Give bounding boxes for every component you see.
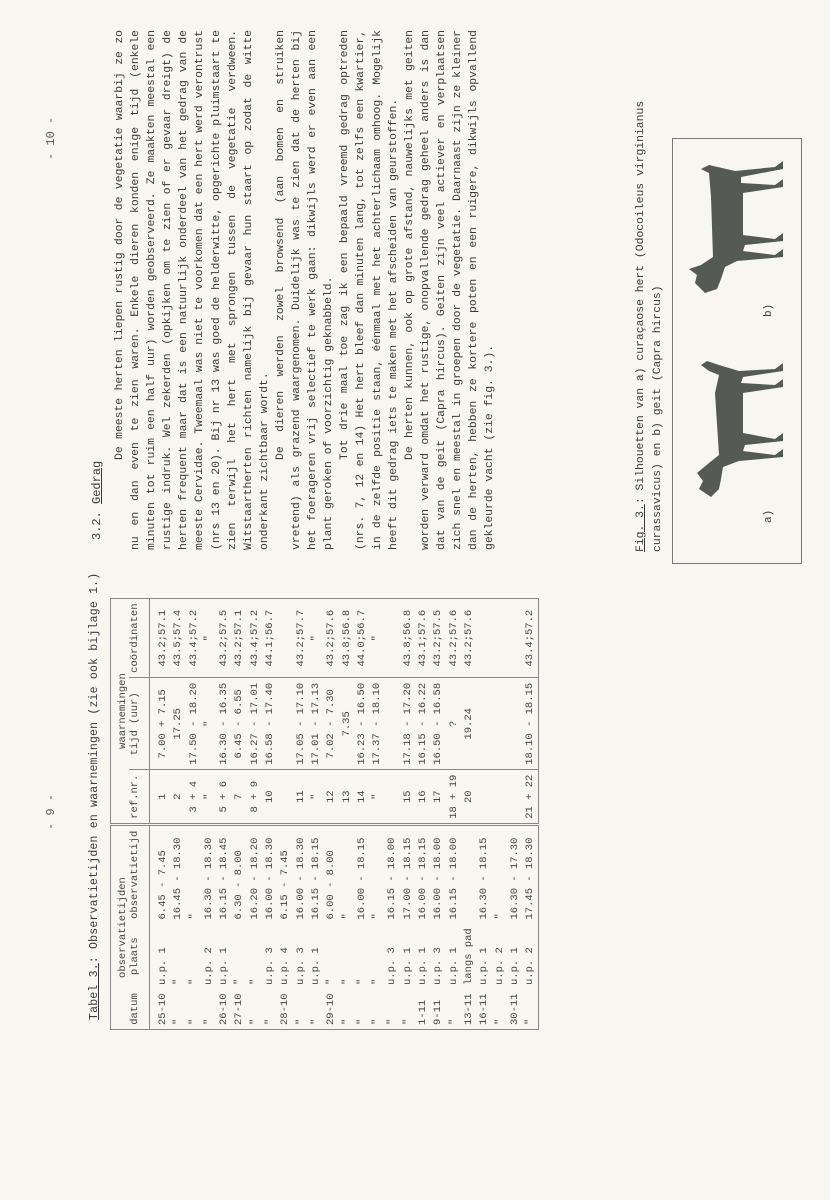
table-cell: 16.27 - 17.01	[248, 678, 263, 770]
table-cell: "	[248, 1018, 261, 1025]
paragraph: De meeste herten liepen rustig door de vegetatie waarbij ze zo nu en dan even te zien waren. Enkele dieren konden enige tijd (enkele minuten tot ruim een half uur) worden geobserveerd. Ze maakten meestal een rustige indruk. Wel zekerden (opkijken om te zien of er gevaar dreigt) de herten frequent maar dat is een natuurlijk onderdeel van het gedrag van de meeste Cervidae. Tweemaal was niet te voorkomen dat een hert werd verontrust (nrs 13 en 20). Bij nr 13 was goed de helderwitte, opgerichte pluimstaart te zien terwijl het hert met sprongen tussen de vegetatie verdween. Witstaartherten richten namelijk bij gevaar hun staart op zodat de witte onderkant zichtbaar wordt.	[114, 30, 271, 550]
table-cell: ?	[447, 678, 462, 770]
page-number-left: - 9 -	[44, 793, 58, 830]
table-cell: "	[248, 978, 261, 985]
table-caption-text: : Observatietijden en waarnemingen (zie ook bijlage 1.)	[88, 572, 101, 964]
table-cell: 16.15 - 16.22	[416, 678, 431, 770]
table-cell: u.p. 1	[218, 947, 231, 985]
group-header-waarnemingen: waarnemingen	[117, 673, 129, 749]
table-cell: 43.2;57.6	[325, 609, 338, 667]
table-cell: "	[309, 635, 322, 642]
table-cell: 9-11	[432, 999, 445, 1025]
table-row	[340, 599, 355, 1030]
table-cell: 15	[401, 770, 416, 825]
table-row	[523, 599, 539, 1030]
table-cell: 16.15 - 18.45	[217, 825, 232, 924]
table-cell: "	[325, 978, 338, 985]
table-caption	[88, 573, 101, 1020]
table-row	[248, 599, 263, 1030]
col-header: plaats	[129, 924, 150, 990]
goat-silhouette-icon	[679, 151, 789, 301]
table-row	[493, 599, 508, 1030]
table-cell: 16.30 - 18.30	[202, 825, 217, 924]
table-cell: 43.8;56.8	[401, 609, 414, 667]
table-cell: 17.01 - 17.13	[309, 678, 324, 770]
table-cell	[477, 599, 492, 678]
table-cell: 6.45 - 7.45	[150, 825, 172, 924]
table-cell: 28-10	[279, 993, 292, 1025]
table-cell: "	[172, 978, 185, 985]
table-cell: 17.50 - 18.20	[187, 678, 202, 770]
table-cell: 18 + 19	[447, 770, 462, 825]
table-cell: "	[202, 1018, 215, 1025]
table-cell	[493, 678, 508, 770]
table-cell: u.p. 3	[264, 947, 277, 985]
table-cell: 16.45 - 18.30	[171, 825, 186, 924]
table-cell: 43.2;57.1	[157, 609, 169, 667]
table-cell: "	[493, 1018, 506, 1025]
table-cell: u.p. 1	[401, 947, 414, 985]
table-cell	[462, 825, 477, 924]
table-row	[355, 599, 370, 1030]
table-row	[171, 599, 186, 1030]
table-row	[324, 599, 339, 1030]
table-cell: u.p. 2	[202, 947, 215, 985]
table-cell: 17.18 - 17.20	[401, 678, 416, 770]
table-cell: 1-11	[417, 999, 430, 1025]
table-cell: 17.00 - 18.15	[401, 825, 416, 924]
table-cell: u.p. 1	[447, 947, 460, 985]
table-cell: "	[447, 1018, 460, 1025]
table-cell: u.p. 1	[157, 947, 169, 985]
table-cell: 10	[263, 770, 278, 825]
table-cell: "	[187, 825, 202, 924]
table-cell: "	[309, 770, 324, 825]
table-cell: 16.30 - 18.15	[477, 825, 492, 924]
deer-silhouette-icon	[679, 343, 789, 503]
table-cell: 43.8;56.8	[340, 609, 353, 667]
table-cell: 16.58 - 17.40	[263, 678, 278, 770]
table-cell: 26-10	[218, 993, 231, 1025]
table-cell	[278, 678, 293, 770]
table-row	[431, 599, 446, 1030]
table-cell: 7.35	[340, 678, 355, 770]
table-cell: u.p. 1	[508, 947, 521, 985]
table-cell: "	[355, 1018, 368, 1025]
table-cell: 16.00 - 18.30	[263, 825, 278, 924]
table-row	[447, 599, 462, 1030]
table-cell: 19.24	[462, 678, 477, 770]
col-header: datum	[129, 989, 150, 1030]
table-cell: "	[202, 770, 217, 825]
table-cell: 16-11	[478, 993, 491, 1025]
table-caption-label: Tabel 3.	[88, 963, 101, 1020]
col-header: coördinaten	[129, 599, 150, 678]
table-cell: 16.00 - 18.15	[416, 825, 431, 924]
figure-caption-text: : Silhouetten van a) curaçaose hert (Odocoileus virginianus curassavicus) en b) geit (Capra hircus)	[635, 100, 664, 552]
table-cell: "	[202, 678, 217, 770]
table-cell: 18.10 - 18.15	[523, 678, 539, 770]
table-cell: 43.2;57.6	[462, 609, 475, 667]
table-cell: "	[294, 1018, 307, 1025]
section-title: Gedrag	[90, 460, 104, 504]
table-cell: u.p. 3	[386, 947, 399, 985]
table-cell: 30-11	[508, 993, 521, 1025]
table-cell: 16.15 - 18.15	[309, 825, 324, 924]
table-cell: 7.02 - 7.30	[324, 678, 339, 770]
table-row	[385, 599, 400, 1030]
table-cell: 43.4;57.2	[524, 609, 537, 667]
table-cell: "	[172, 1018, 185, 1025]
table-cell: 13	[340, 770, 355, 825]
table-cell	[508, 678, 523, 770]
table-cell: 43.2;57.7	[294, 609, 307, 667]
table-cell: "	[340, 978, 353, 985]
table-cell: 43.2;57.5	[432, 609, 445, 667]
table-cell: 8 + 9	[248, 770, 263, 825]
table-row	[278, 599, 293, 1030]
table-cell: 1	[150, 770, 172, 825]
paragraph: Tot drie maal toe zag ik een bepaald vreemd gedrag optreden (nrs. 7, 12 en 14) Het hert bleef dan minuten lang, tot zelfs een kwartier, in de zelfde positie staan, éénmaal met het achterlichaam omhoog. Mogelijk heeft dit gedrag iets te maken met het afscheiden van geurstoffen.	[339, 30, 400, 550]
table-cell: 17.45 - 18.30	[523, 825, 539, 924]
table-cell: 5 + 6	[217, 770, 232, 825]
figure-caption	[633, 32, 667, 552]
table-row	[232, 599, 247, 1030]
table-cell: 17.05 - 17.10	[294, 678, 309, 770]
table-cell: 17	[431, 770, 446, 825]
observations-table	[110, 598, 539, 1030]
col-header: observatietijd	[129, 825, 150, 924]
table-cell: 13-11	[462, 993, 475, 1025]
table-cell: 16.30 - 17.30	[508, 825, 523, 924]
table-cell: 7	[232, 770, 247, 825]
table-cell: "	[524, 1018, 537, 1025]
table-cell: u.p. 1	[309, 947, 322, 985]
table-cell: u.p. 3	[432, 947, 445, 985]
table-cell: "	[340, 825, 355, 924]
paragraph: De dieren werden zowel browsend (aan bomen en struiken vretend) als grazend waargenomen. Duidelijk was te zien dat de herten bij het foerageren vrij selectief te werk gaan: dikwijls werd er even aan een plant geroken of voorzichtig geknabbeld.	[274, 30, 336, 550]
table-cell: "	[264, 1018, 277, 1025]
table-cell: 16.30 - 16.35	[217, 678, 232, 770]
table-cell: 27-10	[233, 993, 246, 1025]
paragraph: De herten kunnen, ook op grote afstand, nauwelijks met geiten worden verward omdat het rustige, onopvallende gedrag geheel anders is dan dat van de geit (Capra hircus). Geiten zijn veel actiever en verplaatsen zich snel en meestal in groepen door de vegetatie. Daarnaast zijn ze kleiner dan de herten, hebben ze kortere poten en een ruigere, dikwijls opvallend gekleurde vacht (zie fig. 3.).	[403, 30, 497, 550]
figure-label-b: b)	[763, 303, 775, 317]
table-row	[416, 599, 431, 1030]
table-cell: 16.50 - 16.58	[431, 678, 446, 770]
table-cell: u.p. 1	[478, 947, 491, 985]
table-cell	[278, 599, 293, 678]
section-heading	[90, 461, 104, 540]
table-cell	[493, 599, 508, 678]
table-row	[477, 599, 492, 1030]
table-cell: 16.15 - 18.00	[447, 825, 462, 924]
table-cell: 43.4;57.2	[248, 609, 261, 667]
table-row	[263, 599, 278, 1030]
group-header-observatietijden: observatietijden	[111, 825, 130, 1030]
figure-box	[672, 138, 802, 564]
table-cell: "	[187, 978, 200, 985]
table-cell: langs pad	[462, 928, 475, 985]
table-row	[217, 599, 232, 1030]
table-cell: "	[355, 978, 368, 985]
table-cell: 16.15 - 18.00	[385, 825, 400, 924]
table-cell: 14	[355, 770, 370, 825]
table-cell: 16.23 - 16.50	[355, 678, 370, 770]
figure-caption-label: Fig. 3.	[635, 504, 647, 552]
table-cell: 43.2;57.1	[233, 609, 246, 667]
table-cell: "	[371, 1018, 384, 1025]
section-body	[112, 30, 498, 550]
table-cell: "	[371, 978, 384, 985]
table-cell: u.p. 2	[524, 947, 537, 985]
table-cell	[493, 770, 508, 825]
table-cell: 16.00 - 18.15	[355, 825, 370, 924]
table-cell	[278, 770, 293, 825]
table-cell: "	[401, 1018, 414, 1025]
table-cell: 7.00 + 7.15	[150, 678, 172, 770]
table-cell	[508, 599, 523, 678]
table-cell: 16	[416, 770, 431, 825]
table-cell: 43.2;57.6	[447, 609, 460, 667]
table-cell: 29-10	[325, 993, 338, 1025]
page-number-right: - 10 -	[44, 116, 58, 160]
table-cell: 43.4;57.2	[187, 609, 200, 667]
table-cell: 2	[171, 770, 186, 825]
table-cell: "	[187, 1018, 200, 1025]
table-cell: 12	[324, 770, 339, 825]
table-cell: 6.45 - 6.55	[232, 678, 247, 770]
table-row	[202, 599, 217, 1030]
table-cell: "	[371, 635, 384, 642]
section-number: 3.2.	[90, 511, 104, 540]
table-row	[294, 599, 309, 1030]
table-cell: 25-10	[157, 993, 169, 1025]
table-row	[508, 599, 523, 1030]
col-header: ref.nr.	[129, 770, 150, 825]
table-cell: 44.0;56.7	[355, 609, 368, 667]
table-cell: 16.20 - 18.20	[248, 825, 263, 924]
table-cell: "	[233, 978, 246, 985]
table-cell: 21 + 22	[523, 770, 539, 825]
table-cell: u.p. 3	[294, 947, 307, 985]
table-body	[150, 599, 539, 1030]
table-cell: 44.1;56.7	[264, 609, 277, 667]
table-cell	[385, 770, 400, 825]
table-row	[150, 599, 172, 1030]
table-cell	[508, 770, 523, 825]
table-row	[187, 599, 202, 1030]
table-cell	[385, 678, 400, 770]
table-cell: "	[370, 825, 385, 924]
table-cell	[385, 599, 400, 678]
table-cell: 43.2;57.5	[218, 609, 231, 667]
table-cell: "	[386, 1018, 399, 1025]
table-row	[401, 599, 416, 1030]
col-header: tijd (uur)	[129, 678, 150, 770]
table-cell: 6.15 - 7.45	[278, 825, 293, 924]
table-cell: 16.00 - 18.00	[431, 825, 446, 924]
table-cell: 3 + 4	[187, 770, 202, 825]
table-cell: 16.00 - 18.30	[294, 825, 309, 924]
table-cell: 20	[462, 770, 477, 825]
table-cell: "	[340, 1018, 353, 1025]
table-cell: 6.00 - 8.00	[324, 825, 339, 924]
table-cell: u.p. 4	[279, 947, 292, 985]
table-cell: "	[309, 1018, 322, 1025]
table-cell: "	[493, 825, 508, 924]
table-row	[462, 599, 477, 1030]
table-cell: 6.30 - 8.00	[232, 825, 247, 924]
table-cell: 43.5;57.4	[172, 609, 185, 667]
table-row	[309, 599, 324, 1030]
table-row	[370, 599, 385, 1030]
table-cell: 17.37 - 18.10	[370, 678, 385, 770]
table-cell: 17.25	[171, 678, 186, 770]
table-cell: "	[370, 770, 385, 825]
figure-label-a: a)	[763, 509, 775, 523]
table-cell: u.p. 2	[493, 947, 506, 985]
table-cell	[477, 678, 492, 770]
table-cell: 43.1;57.6	[417, 609, 430, 667]
table-cell: 11	[294, 770, 309, 825]
table-cell	[477, 770, 492, 825]
table-cell: u.p. 1	[417, 947, 430, 985]
table-cell: "	[202, 635, 215, 642]
